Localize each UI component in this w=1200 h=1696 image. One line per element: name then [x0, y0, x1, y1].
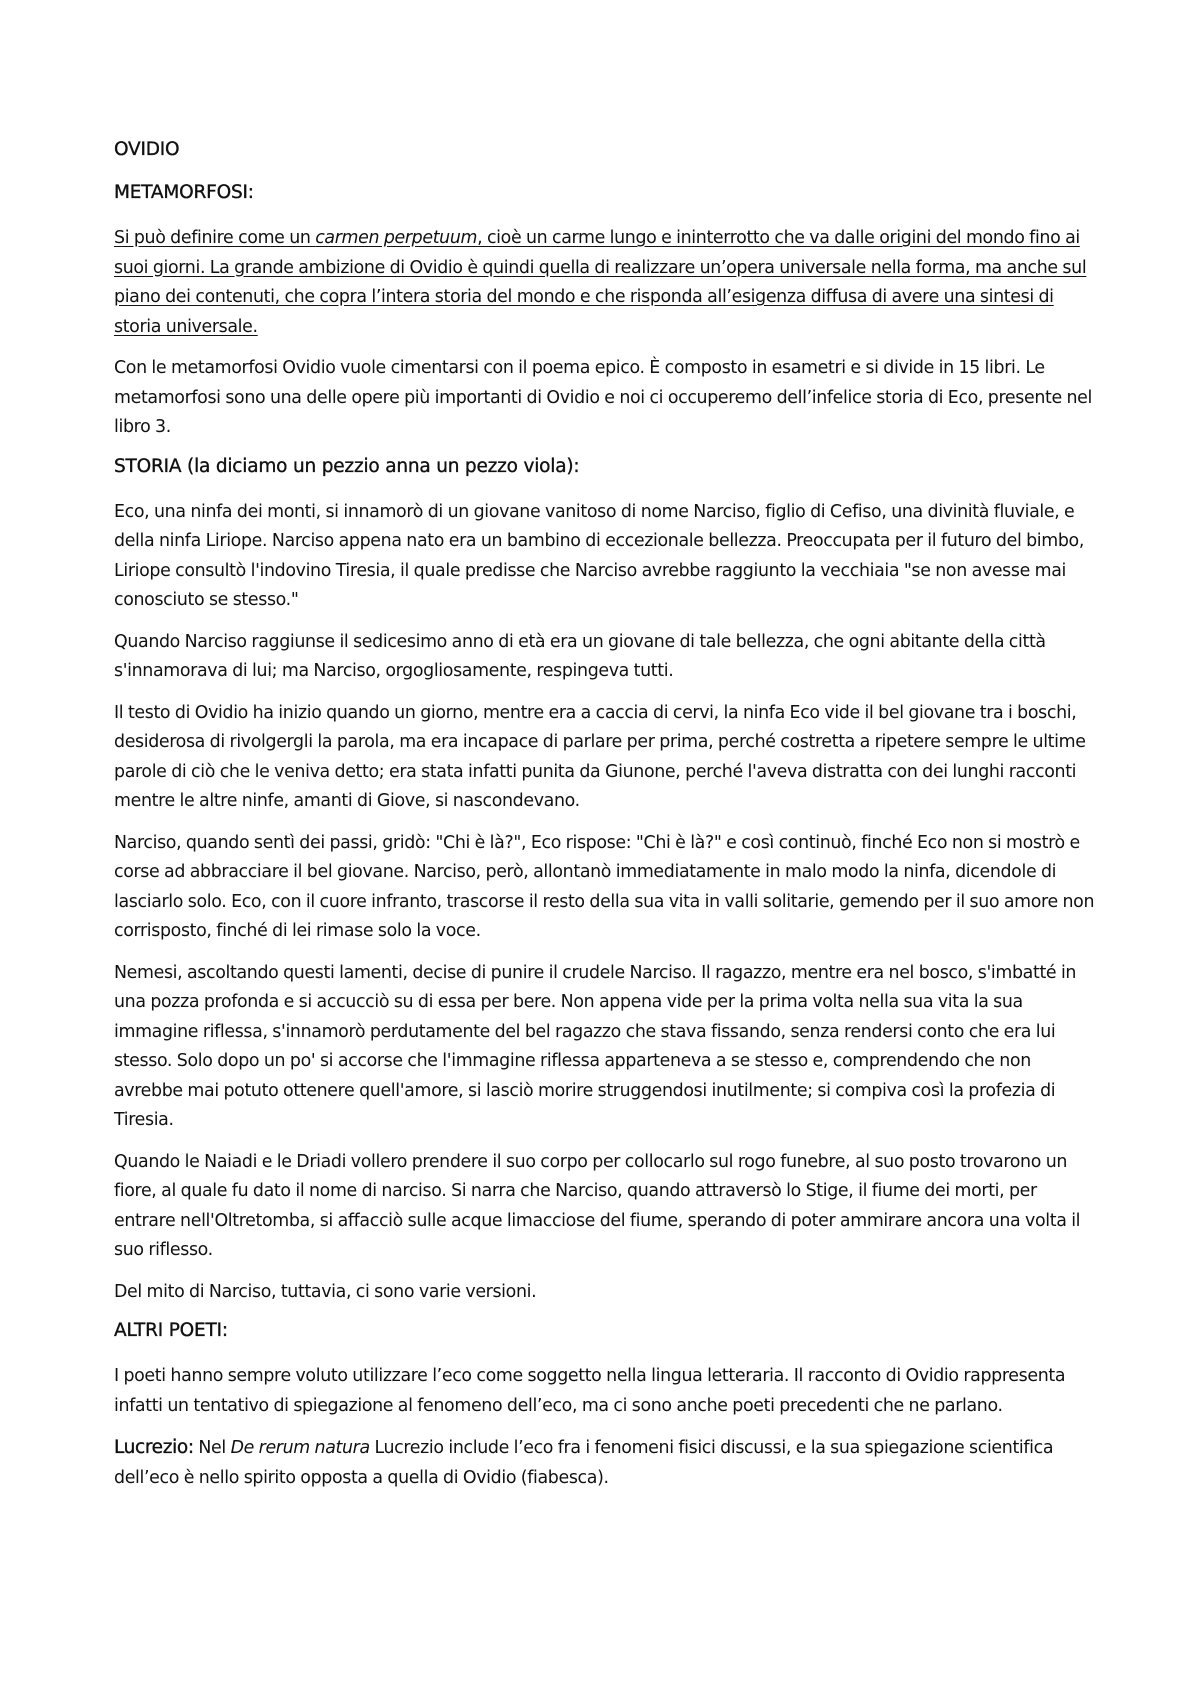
storia-paragraph: Del mito di Narciso, tuttavia, ci sono varie versioni.	[114, 1281, 537, 1302]
section-heading-altri-poeti: ALTRI POETI:	[114, 1320, 228, 1341]
storia-paragraph: Narciso, quando sentì dei passi, gridò: "Chi è là?", Eco rispose: "Chi è là?" e così continuò, finché Eco non si mostrò e corse ad abbracciare il bel giovane. Narciso, però, allontanò immediatamente in malo modo la ninfa, dicendole di lasciarlo solo. Eco, con il cuore infranto, trascorse il resto della sua vita in valli solitarie, gemendo per il suo amore non corrisposto, finché di lei rimase solo la voce.	[114, 832, 1095, 941]
document-page	[114, 138, 1100, 1505]
storia-paragraph: Il testo di Ovidio ha inizio quando un giorno, mentre era a caccia di cervi, la ninfa Eco vide il bel giovane tra i boschi, desiderosa di rivolgergli la parola, ma era incapace di parlare per prima, perché costretta a ripetere sempre le ultime parole di ciò che le veniva detto; era stata infatti punita da Giunone, perché l'aveva distratta con dei lunghi racconti mentre le altre ninfe, amanti di Giove, si nascondevano.	[114, 702, 1086, 811]
storia-paragraph: Quando Narciso raggiunse il sedicesimo anno di età era un giovane di tale bellezza, che ogni abitante della città s'innamorava di lui; ma Narciso, orgogliosamente, respingeva tutti.	[114, 631, 1046, 681]
storia-paragraph: Eco, una ninfa dei monti, si innamorò di un giovane vanitoso di nome Narciso, figlio di Cefiso, una divinità fluviale, e della ninfa Liriope. Narciso appena nato era un bambino di eccezionale bellezza. Preoccupata per il futuro del bimbo, Liriope consultò l'indovino Tiresia, il quale predisse che Narciso avrebbe raggiunto la vecchiaia "se non avesse mai conosciuto se stesso."	[114, 501, 1085, 610]
intro-text-2: , cioè un carme lungo e ininterrotto che va dalle origini del mondo fino ai suoi giorni. La grande ambizione di Ovidio è quindi quella di realizzare un’opera universale nella forma, ma anche sul piano dei contenuti, che copra l’intera storia del mondo e che risponda all’esigenza diffusa di avere una sintesi di storia universale.	[114, 228, 1087, 337]
lucrezio-text-2: Lucrezio include l’eco fra i fenomeni fisici discussi, e la sua spiegazione scientifica dell’eco è nello spirito opposta a quella di Ovidio (fiabesca).	[114, 1438, 1054, 1488]
altri-poeti-paragraph: I poeti hanno sempre voluto utilizzare l’eco come soggetto nella lingua letteraria. Il racconto di Ovidio rappresenta infatti un tentativo di spiegazione al fenomeno dell’eco, ma ci sono anche poeti precedenti che ne parlano.	[114, 1366, 1066, 1416]
lucrezio-work-title: De rerum natura	[230, 1438, 370, 1458]
lucrezio-paragraph	[114, 1433, 1100, 1493]
storia-paragraph: Nemesi, ascoltando questi lamenti, decise di punire il crudele Narciso. Il ragazzo, mentre era nel bosco, s'imbatté in una pozza profonda e si accucciò su di essa per bere. Non appena vide per la prima volta nella sua vita la sua immagine riflessa, s'innamorò perdutamente del bel ragazzo che stava fissando, senza rendersi conto che era lui stesso. Solo dopo un po' si accorse che l'immagine riflessa apparteneva a se stesso e, comprendendo che non avrebbe mai potuto ottenere quell'amore, si lasciò morire struggendosi inutilmente; si compiva così la profezia di Tiresia.	[114, 962, 1077, 1130]
lucrezio-label: Lucrezio:	[114, 1437, 194, 1458]
section-heading-storia: STORIA (la diciamo un pezzio anna un pezzo viola):	[114, 455, 580, 477]
intro-paragraph	[114, 224, 1100, 342]
section-heading-metamorfosi: METAMORFOSI:	[114, 182, 254, 203]
storia-paragraph: Quando le Naiadi e le Driadi vollero prendere il suo corpo per collocarlo sul rogo funebre, al suo posto trovarono un fiore, al quale fu dato il nome di narciso. Si narra che Narciso, quando attraversò lo Stige, il fiume dei morti, per entrare nell'Oltretomba, si affacciò sulle acque limacciose del fiume, sperando di poter ammirare ancora una volta il suo riflesso.	[114, 1151, 1081, 1260]
intro-italic-term: carmen perpetuum	[315, 228, 478, 248]
epic-paragraph: Con le metamorfosi Ovidio vuole cimentarsi con il poema epico. È composto in esametri e si divide in 15 libri. Le metamorfosi sono una delle opere più importanti di Ovidio e noi ci occuperemo dell’infelice storia di Eco, presente nel libro 3.	[114, 358, 1092, 437]
lucrezio-text-1: Nel	[193, 1438, 231, 1458]
document-title: OVIDIO	[114, 139, 180, 160]
intro-text-1: Si può definire come un	[114, 228, 316, 248]
